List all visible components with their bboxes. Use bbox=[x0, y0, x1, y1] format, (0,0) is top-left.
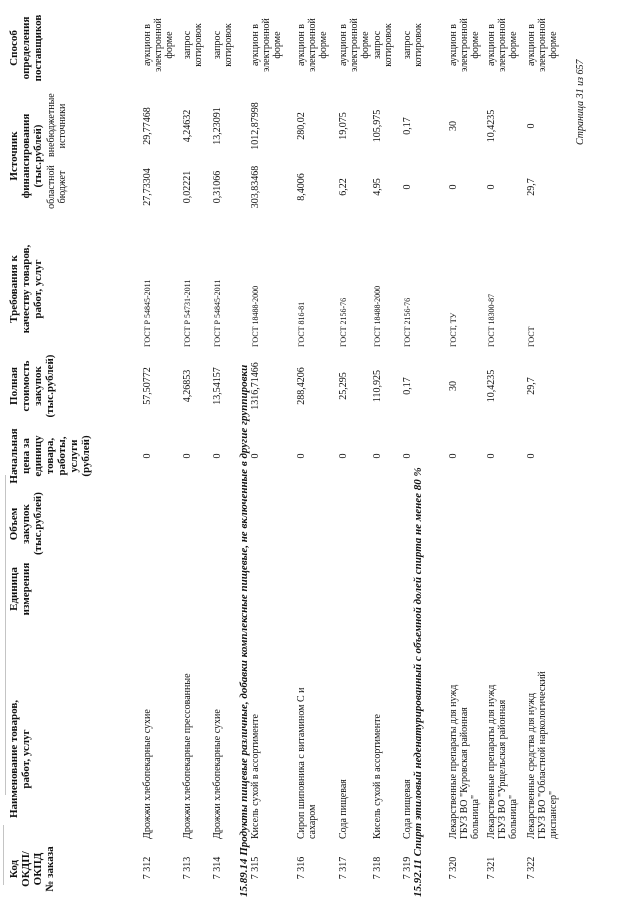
row-method: запрос котировок bbox=[182, 23, 204, 67]
row-full-cost: 57,50772 bbox=[142, 367, 153, 405]
row-number: 7 319 bbox=[402, 856, 413, 880]
row-number: 7 314 bbox=[212, 856, 223, 880]
header-requirements: Требования к качеству товаров, работ, услуг bbox=[8, 244, 44, 334]
row-method: запрос котировок bbox=[212, 23, 234, 67]
row-requirements: ГОСТ 18300-87 bbox=[487, 293, 496, 347]
header-name: Наименование товаров, работ, услуг bbox=[8, 699, 32, 819]
header-volume: Объем закупок (тыс.рублей) bbox=[8, 492, 44, 555]
row-funding-extra: 0 bbox=[526, 123, 537, 129]
row-name: Сода пищевая bbox=[402, 779, 413, 839]
row-method: аукцион в электронной форме bbox=[486, 18, 519, 72]
row-requirements: ГОСТ Р 54845-2011 bbox=[143, 279, 152, 347]
row-funding-regional: 303,83468 bbox=[250, 165, 261, 209]
row-requirements: ГОСТ 18488-2000 bbox=[251, 285, 260, 347]
row-full-cost: 10,4235 bbox=[486, 369, 497, 403]
row-name: Дрожжи хлебопекарные сухие bbox=[212, 709, 223, 839]
row-funding-extra: 280,02 bbox=[296, 112, 307, 140]
row-start-price: 0 bbox=[486, 453, 497, 459]
row-full-cost: 4,26853 bbox=[182, 369, 193, 403]
row-method: аукцион в электронной форме bbox=[526, 18, 559, 72]
row-name: Сироп шиповника с витамином С и сахаром bbox=[296, 687, 318, 839]
row-name: Лекарственные средства для нужд ГБУЗ ВО "Областной наркологический диспансер" bbox=[526, 671, 559, 839]
header-funding: Источник финансирования (тыс.рублей) bbox=[8, 113, 44, 199]
row-funding-extra: 13,23091 bbox=[212, 107, 223, 145]
row-requirements: ГОСТ Р 54731-2011 bbox=[183, 279, 192, 347]
row-method: запрос котировок bbox=[372, 23, 394, 67]
group-code: 15.89.14 bbox=[238, 858, 250, 897]
row-full-cost: 29,7 bbox=[526, 377, 537, 395]
row-name: Лекарственные препараты для нужд ГБУЗ ВО "Куровская районная больница" bbox=[448, 684, 481, 839]
row-funding-extra: 29,77468 bbox=[142, 107, 153, 145]
row-start-price: 0 bbox=[526, 453, 537, 459]
row-name: Кисель сухой в ассортименте bbox=[250, 714, 261, 839]
page-footer: Страница 31 из 657 bbox=[575, 59, 586, 145]
row-start-price: 0 bbox=[338, 453, 349, 459]
row-funding-extra: 105,975 bbox=[372, 109, 383, 143]
row-start-price: 0 bbox=[372, 453, 383, 459]
row-funding-extra: 0,17 bbox=[402, 117, 413, 135]
row-requirements: ГОСТ bbox=[527, 326, 536, 347]
row-start-price: 0 bbox=[250, 453, 261, 459]
row-name: Сода пищевая bbox=[338, 779, 349, 839]
row-start-price: 0 bbox=[142, 453, 153, 459]
header-full-cost: Полная стоимость закупок (тыс.рублей) bbox=[8, 354, 56, 418]
header-code: Код ОКДП/ ОКПД № заказа bbox=[8, 846, 56, 892]
row-name: Лекарственные препараты для нужд ГБУЗ ВО "Урщельская районная больница" bbox=[486, 684, 519, 839]
row-requirements: ГОСТ, ТУ bbox=[449, 312, 458, 347]
row-funding-regional: 0,02221 bbox=[182, 170, 193, 204]
group-title: Спирт этиловый неденатурированный с объемной долей спирта не менее 80 % bbox=[412, 467, 424, 857]
row-funding-regional: 8,4006 bbox=[296, 173, 307, 201]
row-funding-regional: 4,95 bbox=[372, 178, 383, 196]
row-full-cost: 110,925 bbox=[372, 369, 383, 403]
row-number: 7 317 bbox=[338, 856, 349, 880]
row-number: 7 312 bbox=[142, 856, 153, 880]
row-funding-regional: 6,22 bbox=[338, 178, 349, 196]
row-number: 7 322 bbox=[526, 856, 537, 880]
row-number: 7 315 bbox=[250, 856, 261, 880]
row-number: 7 320 bbox=[448, 856, 459, 880]
header-start-price: Начальная цена за единицу товара, работы, услуги (рублей) bbox=[8, 428, 92, 484]
row-name: Дрожжи хлебопекарные сухие bbox=[142, 709, 153, 839]
row-method: аукцион в электронной форме bbox=[250, 18, 283, 72]
row-number: 7 321 bbox=[486, 856, 497, 880]
header-funding-extra: внебюджетные источники bbox=[46, 93, 68, 157]
row-funding-extra: 4,24632 bbox=[182, 109, 193, 143]
row-requirements: ГОСТ 2156-76 bbox=[403, 297, 412, 347]
row-full-cost: 25,295 bbox=[338, 372, 349, 400]
group-title: Продукты пищевые различные, добавки комплексные пищевые, не включенные в другие группировки bbox=[238, 364, 250, 856]
row-funding-regional: 0 bbox=[402, 184, 413, 190]
row-funding-extra: 10,4235 bbox=[486, 109, 497, 143]
row-name: Дрожжи хлебопекарные прессованные bbox=[182, 673, 193, 839]
row-number: 7 318 bbox=[372, 856, 383, 880]
row-method: аукцион в электронной форме bbox=[448, 18, 481, 72]
row-requirements: ГОСТ 2156-76 bbox=[339, 297, 348, 347]
scan-edge-mark bbox=[3, 825, 4, 885]
row-full-cost: 1316,71466 bbox=[250, 362, 261, 410]
row-method: аукцион в электронной форме bbox=[296, 18, 329, 72]
scan-edge-mark bbox=[5, 475, 6, 795]
row-requirements: ГОСТ Р 54845-2011 bbox=[213, 279, 222, 347]
row-full-cost: 30 bbox=[448, 381, 459, 391]
row-start-price: 0 bbox=[402, 453, 413, 459]
row-requirements: ГОСТ 18488-2000 bbox=[373, 285, 382, 347]
row-start-price: 0 bbox=[296, 453, 307, 459]
row-funding-extra: 1012,87998 bbox=[250, 102, 261, 150]
row-number: 7 316 bbox=[296, 856, 307, 880]
row-funding-regional: 0 bbox=[448, 184, 459, 190]
row-number: 7 313 bbox=[182, 856, 193, 880]
group-heading bbox=[412, 467, 424, 897]
row-method: аукцион в электронной форме bbox=[338, 18, 371, 72]
row-funding-regional: 0,31066 bbox=[212, 170, 223, 204]
group-heading bbox=[238, 365, 250, 897]
row-funding-regional: 0 bbox=[486, 184, 497, 190]
row-full-cost: 0,17 bbox=[402, 377, 413, 395]
row-start-price: 0 bbox=[448, 453, 459, 459]
header-method: Способ определения поставщиков bbox=[8, 14, 44, 82]
row-funding-regional: 29,7 bbox=[526, 178, 537, 196]
header-funding-regional: областной бюджет bbox=[46, 165, 68, 209]
group-code: 15.92.11 bbox=[412, 859, 424, 897]
row-name: Кисель сухой в ассортименте bbox=[372, 714, 383, 839]
row-full-cost: 13,54157 bbox=[212, 367, 223, 405]
row-funding-extra: 19,075 bbox=[338, 112, 349, 140]
row-funding-extra: 30 bbox=[448, 121, 459, 131]
row-method: аукцион в электронной форме bbox=[142, 18, 175, 72]
row-method: запрос котировок bbox=[402, 23, 424, 67]
row-requirements: ГОСТ 816-81 bbox=[297, 301, 306, 347]
row-funding-regional: 27,73304 bbox=[142, 168, 153, 206]
row-full-cost: 288,4206 bbox=[296, 367, 307, 405]
row-start-price: 0 bbox=[212, 453, 223, 459]
header-unit: Единица измерения bbox=[8, 562, 32, 616]
row-start-price: 0 bbox=[182, 453, 193, 459]
